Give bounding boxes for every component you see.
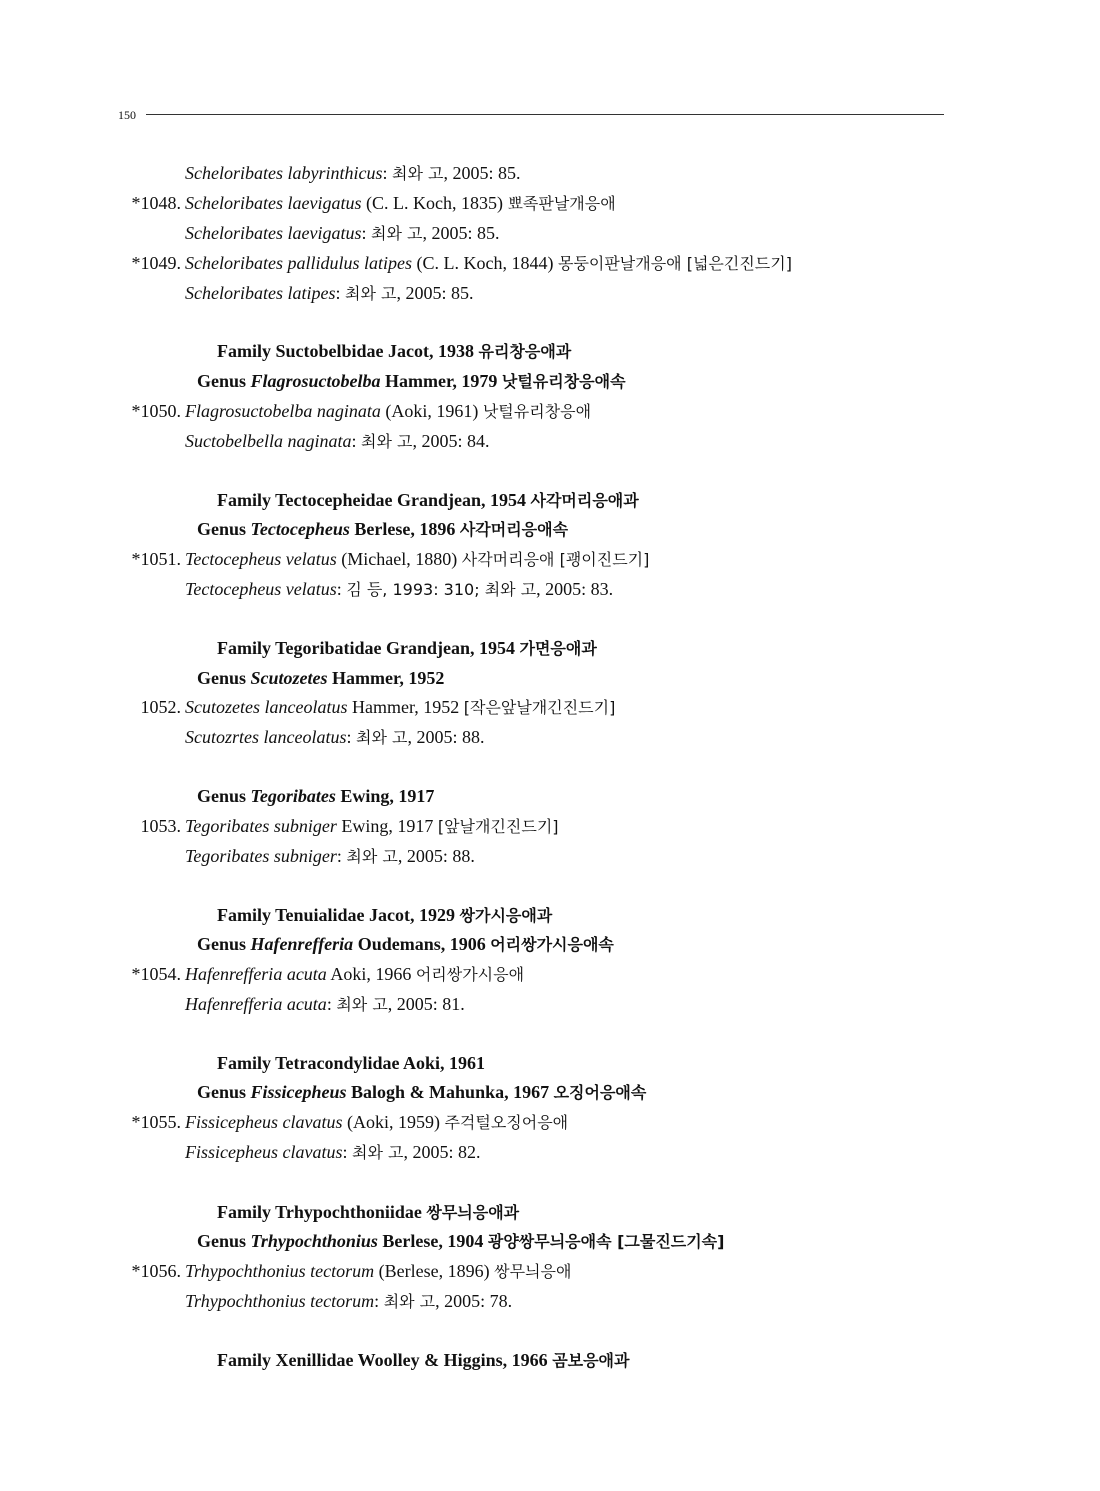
synonym-line: Trhypochthonius tectorum: 최와 고, 2005: 78.	[185, 1291, 513, 1311]
species-entry: *1055. Fissicepheus clavatus (Aoki, 1959) 주걱털오징어응애	[185, 1111, 568, 1134]
entry-number: *1056.	[131, 1261, 181, 1281]
entry-number: *1055.	[131, 1112, 181, 1132]
entry-number: *1048.	[131, 193, 181, 213]
genus-heading: Genus Scutozetes Hammer, 1952	[197, 668, 445, 688]
synonym-line: Suctobelbella naginata: 최와 고, 2005: 84.	[185, 431, 490, 451]
synonym-line: Tegoribates subniger: 최와 고, 2005: 88.	[185, 846, 475, 866]
family-heading: Family Tetracondylidae Aoki, 1961	[217, 1053, 486, 1073]
header-rule	[146, 114, 944, 115]
genus-heading: Genus Tectocepheus Berlese, 1896 사각머리응애속	[197, 519, 569, 539]
family-heading: Family Tectocepheidae Grandjean, 1954 사각머리응애과	[217, 490, 639, 510]
species-entry: *1054. Hafenrefferia acuta Aoki, 1966 어리쌍가시응애	[185, 963, 524, 986]
species-entry: *1048. Scheloribates laevigatus (C. L. Koch, 1835) 뾰족판날개응애	[185, 192, 616, 215]
entry-number: *1051.	[131, 549, 181, 569]
family-heading: Family Trhypochthoniidae 쌍무늬응애과	[217, 1202, 520, 1222]
entry-number: 1053.	[140, 816, 181, 836]
genus-heading: Genus Fissicepheus Balogh & Mahunka, 1967 오징어응애속	[197, 1082, 647, 1102]
synonym-line: Hafenrefferia acuta: 최와 고, 2005: 81.	[185, 994, 465, 1014]
entry-number: *1049.	[131, 253, 181, 273]
family-heading: Family Tegoribatidae Grandjean, 1954 가면응애과	[217, 638, 597, 658]
page-number: 150	[118, 108, 136, 122]
synonym-line: Scheloribates latipes: 최와 고, 2005: 85.	[185, 283, 474, 303]
genus-heading: Genus Trhypochthonius Berlese, 1904 광양쌍무늬응애속 [그물진드기속]	[197, 1231, 725, 1251]
synonym-line: Fissicepheus clavatus: 최와 고, 2005: 82.	[185, 1142, 481, 1162]
family-heading: Family Tenuialidae Jacot, 1929 쌍가시응애과	[217, 905, 553, 925]
entry-number: 1052.	[140, 697, 181, 717]
genus-heading: Genus Tegoribates Ewing, 1917	[197, 786, 435, 806]
page-header	[118, 106, 944, 126]
synonym-line: Tectocepheus velatus: 김 등, 1993: 310; 최와 고, 2005: 83.	[185, 579, 614, 599]
synonym-line: Scheloribates laevigatus: 최와 고, 2005: 85.	[185, 223, 500, 243]
family-heading: Family Xenillidae Woolley & Higgins, 1966 곰보응애과	[217, 1350, 630, 1370]
species-entry: *1049. Scheloribates pallidulus latipes (C. L. Koch, 1844) 몽둥이판날개응애 [넓은긴진드기]	[185, 252, 792, 275]
synonym-line: Scutozrtes lanceolatus: 최와 고, 2005: 88.	[185, 727, 485, 747]
species-entry: *1050. Flagrosuctobelba naginata (Aoki, 1961) 낫털유리창응애	[185, 400, 591, 423]
species-entry: 1052. Scutozetes lanceolatus Hammer, 1952 [작은앞날개긴진드기]	[185, 696, 615, 719]
entry-number: *1054.	[131, 964, 181, 984]
species-entry: *1056. Trhypochthonius tectorum (Berlese, 1896) 쌍무늬응애	[185, 1260, 571, 1283]
genus-heading: Genus Flagrosuctobelba Hammer, 1979 낫털유리창응애속	[197, 371, 626, 391]
species-entry: 1053. Tegoribates subniger Ewing, 1917 [앞날개긴진드기]	[185, 815, 559, 838]
genus-heading: Genus Hafenrefferia Oudemans, 1906 어리쌍가시응애속	[197, 934, 614, 954]
entry-number: *1050.	[131, 401, 181, 421]
family-heading: Family Suctobelbidae Jacot, 1938 유리창응애과	[217, 341, 572, 361]
species-entry: *1051. Tectocepheus velatus (Michael, 1880) 사각머리응애 [괭이진드기]	[185, 548, 649, 571]
synonym-line: Scheloribates labyrinthicus: 최와 고, 2005: 85.	[185, 163, 521, 183]
